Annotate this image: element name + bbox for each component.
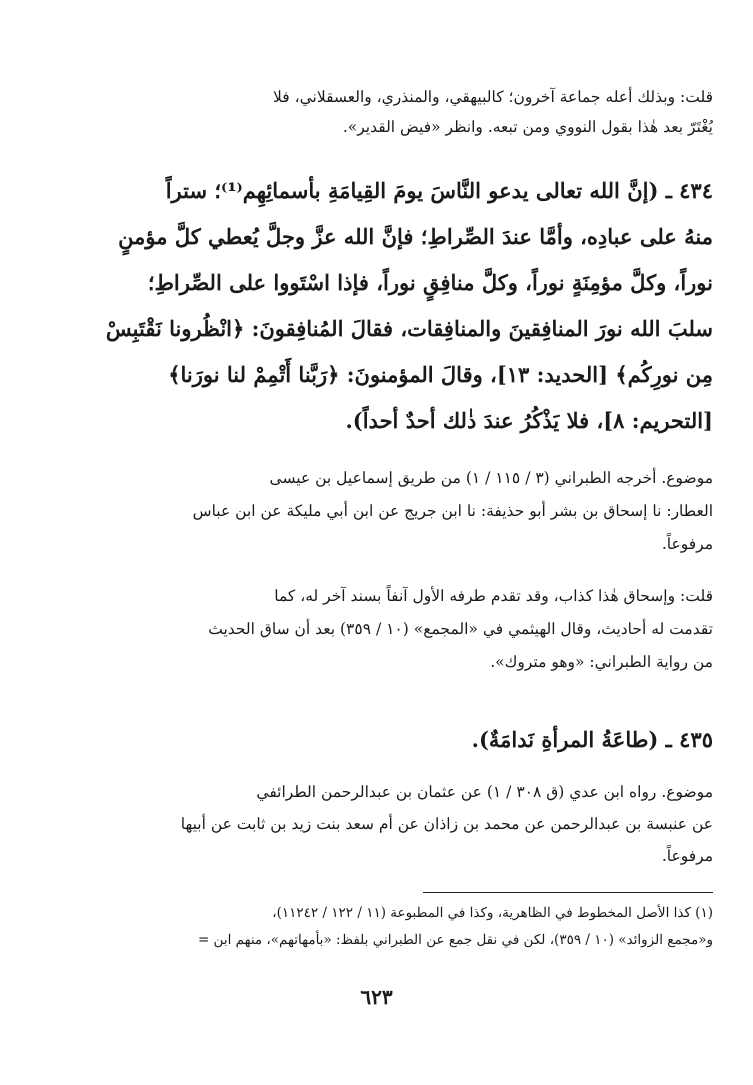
text-line: قلت: وبذلك أعله جماعة آخرون؛ كالبيهقي، والمنذري، والعسقلاني، فلا [273, 88, 713, 106]
text-line: عن عنبسة بن عبدالرحمن عن محمد بن زاذان عن أم سعد بنت زيد بن ثابت عن أبيها [180, 815, 713, 833]
hadith-line: ٤٣٤ ـ (إنَّ الله تعالى يدعو النَّاسَ يومَ القِيامَةِ بأسمائِهِم⁽¹⁾؛ ستراً [165, 178, 713, 203]
text-line: يُغْتَرّ بعد هٰذا بقول النووي ومن تبعه. وانظر «فيض القدير». [342, 118, 713, 136]
text-line: موضوع. رواه ابن عدي (ق ٣٠٨ / ١) عن عثمان بن عبدالرحمن الطرائفي [256, 783, 713, 801]
text-line: تقدمت له أحاديث، وقال الهيثمي في «المجمع» (١٠ / ٣٥٩) بعد أن ساق الحديث [208, 620, 713, 638]
paragraph-grading-434 [63, 462, 713, 561]
hadith-line: مِن نورِكُم﴾ [الحديد: ١٣]، وقالَ المؤمنونَ: ﴿رَبَّنا أَتْمِمْ لنا نورَنا﴾ [168, 362, 713, 387]
footnote-line: و«مجمع الزوائد» (١٠ / ٣٥٩)، لكن في نقل جمع عن الطبراني بلفظ: «بأمهاتهم»، منهم ابن = [197, 932, 713, 948]
text-line: العطار: نا إسحاق بن بشر أبو حذيفة: نا ابن جريج عن ابن أبي مليكة عن ابن عباس [192, 502, 713, 520]
hadith-line: نوراً، وكلَّ مؤمِنَةٍ نوراً، وكلَّ منافِقٍ نوراً، فإذا اسْتَووا على الصِّراطِ؛ [147, 270, 713, 295]
text-line: من رواية الطبراني: «وهو متروك». [490, 653, 713, 671]
paragraph-grading-435 [63, 776, 713, 872]
paragraph-commentary-1 [63, 82, 713, 142]
text-line: قلت: وإسحاق هٰذا كذاب، وقد تقدم طرفه الأول آنفاً بسند آخر له، كما [274, 587, 713, 605]
text-line: مرفوعاً. [661, 535, 713, 553]
page-number: ٦٢٣ [360, 985, 393, 1009]
hadith-line: ٤٣٥ ـ (طاعَةُ المرأةِ نَدامَةٌ). [471, 727, 713, 752]
hadith-line: منهُ على عبادِه، وأمَّا عندَ الصِّراطِ؛ فإنَّ الله عزَّ وجلَّ يُعطي كلَّ مؤمنٍ [118, 224, 713, 249]
hadith-line: [التحريم: ٨]، فلا يَذْكُرُ عندَ ذٰلك أحدٌ أحداً). [345, 408, 713, 433]
hadith-435-text [63, 718, 713, 762]
text-line: مرفوعاً. [661, 847, 713, 865]
hadith-line: سلبَ الله نورَ المنافِقينَ والمنافِقات، فقالَ المُنافِقونَ: ﴿انْظُرونا نَقْتَبِسْ [105, 316, 713, 341]
footnote-line: (١) كذا الأصل المخطوط في الظاهرية، وكذا في المطبوعة (١١ / ١٢٢ / ١١٢٤٢)، [272, 905, 713, 921]
paragraph-commentary-434 [63, 580, 713, 679]
footnotes [63, 900, 713, 954]
hadith-434-text [53, 168, 713, 444]
text-line: موضوع. أخرجه الطبراني (٣ / ١١٥ / ١) من طريق إسماعيل بن عيسى [269, 469, 713, 487]
footnote-separator [423, 892, 713, 893]
